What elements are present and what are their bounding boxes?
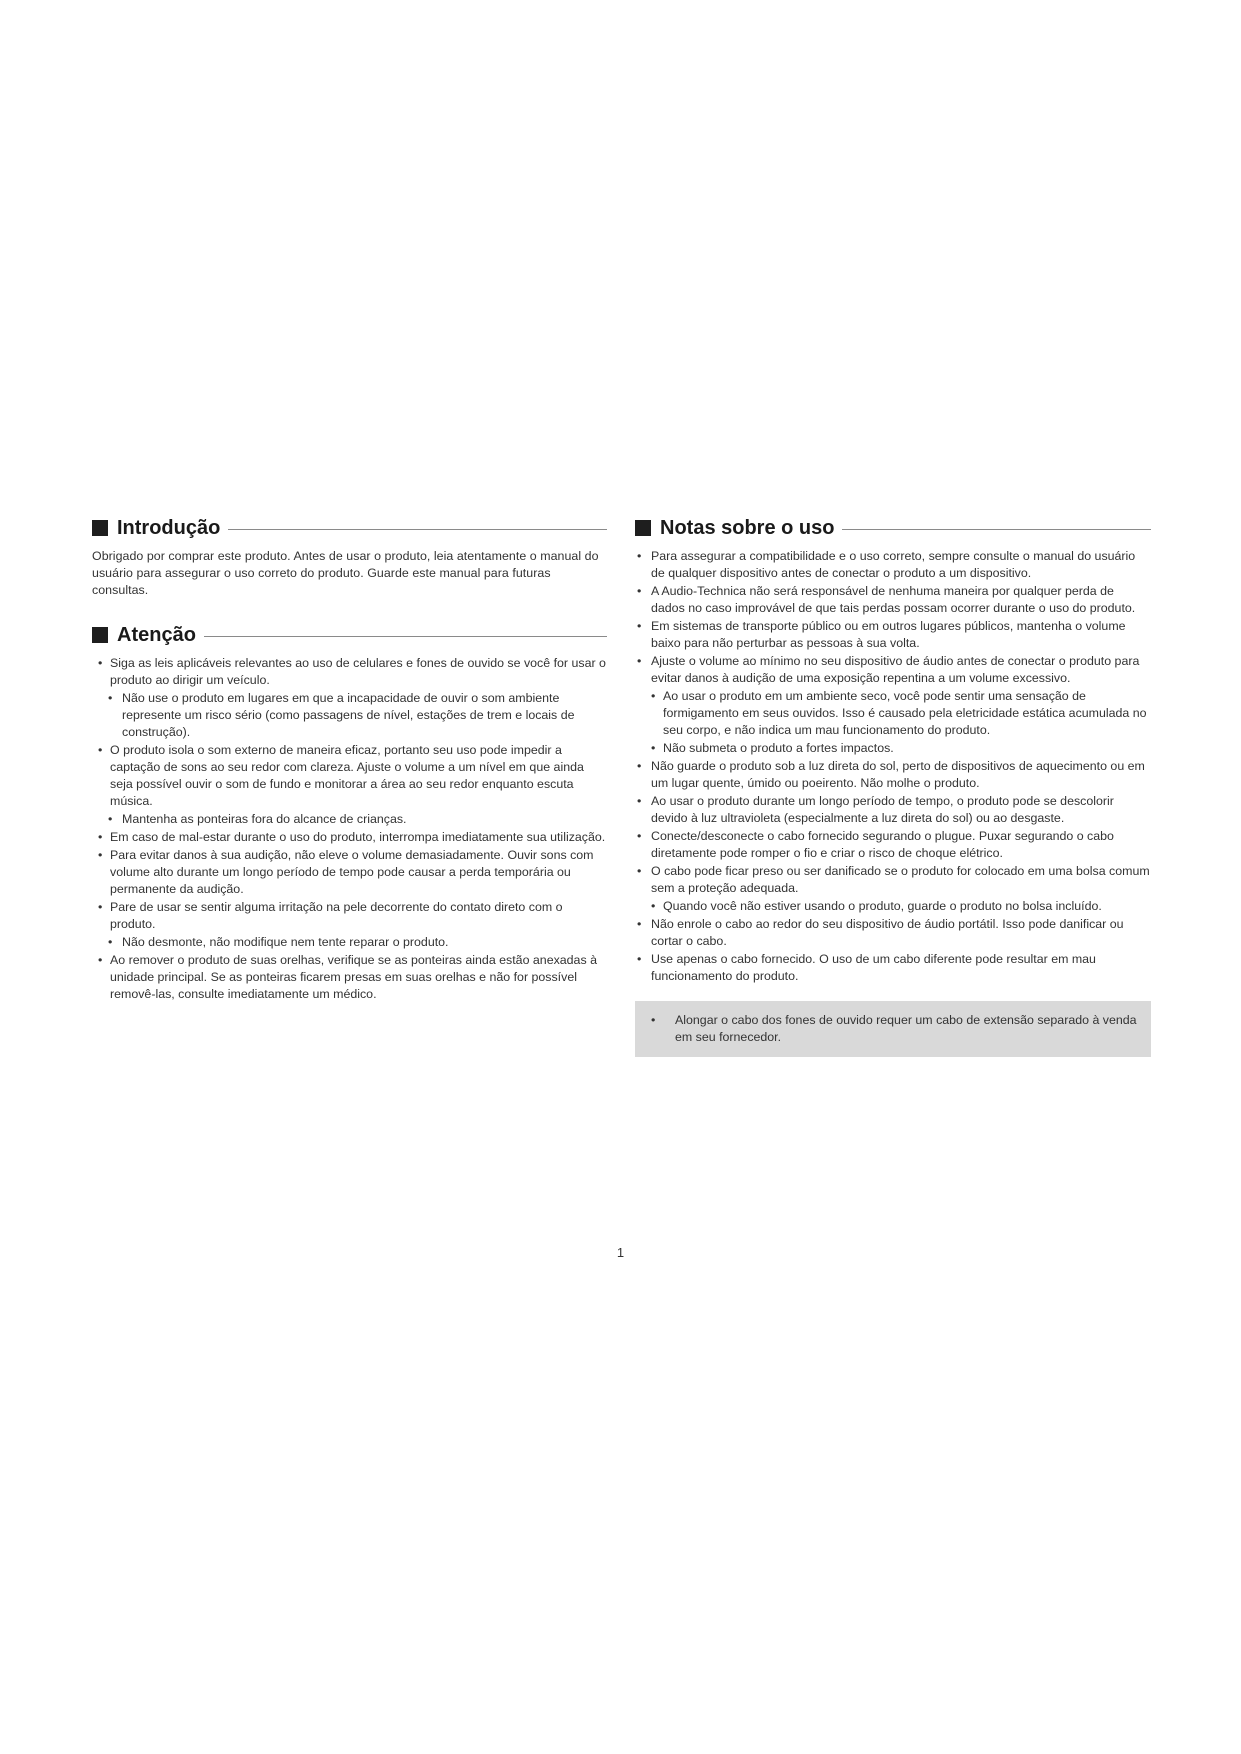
list-item: • Conecte/desconecte o cabo fornecido segurando o plugue. Puxar segurando o cabo diretamente pode romper o fio e criar o risco de choque elétrico. bbox=[637, 829, 1114, 860]
right-column bbox=[635, 514, 1151, 1057]
usage-notes-list bbox=[635, 548, 1151, 985]
heading-divider bbox=[228, 529, 607, 530]
list-item: • Quando você não estiver usando o produto, guarde o produto no bolsa incluído. bbox=[651, 899, 1102, 913]
list-item: • Ao usar o produto em um ambiente seco, você pode sentir uma sensação de formigamento em seus ouvidos. Isso é causado pela eletricidade estática acumulada no seu corpo, e não indica um mau funcionamento do produto. bbox=[651, 689, 1147, 737]
left-column bbox=[92, 514, 607, 1004]
list-item: • Siga as leis aplicáveis relevantes ao uso de celulares e fones de ouvido se você for usar o produto ao dirigir um veículo. bbox=[98, 656, 606, 687]
page-number: 1 bbox=[616, 1245, 625, 1260]
heading-square-icon bbox=[635, 520, 651, 536]
list-item: • Use apenas o cabo fornecido. O uso de um cabo diferente pode resultar em mau funcionamento do produto. bbox=[637, 952, 1096, 983]
attention-heading bbox=[92, 621, 607, 649]
list-item: • Ajuste o volume ao mínimo no seu dispositivo de áudio antes de conectar o produto para evitar danos à audição de uma exposição repentina a um volume excessivo. bbox=[637, 654, 1140, 685]
intro-body: Obrigado por comprar este produto. Antes de usar o produto, leia atentamente o manual do usuário para assegurar o uso correto do produto. Guarde este manual para futuras consultas. bbox=[92, 549, 599, 597]
list-item: • O produto isola o som externo de maneira eficaz, portanto seu uso pode impedir a captação de sons ao seu redor com clareza. Ajuste o volume a um nível em que ainda seja possível ouvir o som de fundo e monitorar a área ao seu redor enquanto escuta música. bbox=[98, 743, 584, 808]
intro-heading bbox=[92, 514, 607, 542]
list-item: • Não guarde o produto sob a luz direta do sol, perto de dispositivos de aquecimento ou em um lugar quente, úmido ou poeirento. Não molhe o produto. bbox=[637, 759, 1145, 790]
list-item: • O cabo pode ficar preso ou ser danificado se o produto for colocado em uma bolsa comum sem a proteção adequada. bbox=[637, 864, 1150, 895]
heading-divider bbox=[204, 636, 607, 637]
list-item: • Ao remover o produto de suas orelhas, verifique se as ponteiras ainda estão anexadas à unidade principal. Se as ponteiras ficarem presas em suas orelhas e não for possível removê-las, consulte imediatamente um médico. bbox=[98, 953, 597, 1001]
list-item: • Ao usar o produto durante um longo período de tempo, o produto pode se descolorir devido à luz ultravioleta (especialmente a luz direta do sol) ou ao desgaste. bbox=[637, 794, 1114, 825]
list-item: • Mantenha as ponteiras fora do alcance de crianças. bbox=[108, 812, 407, 826]
heading-divider bbox=[842, 529, 1151, 530]
attention-title: Atenção bbox=[117, 623, 196, 646]
list-item: • Para evitar danos à sua audição, não eleve o volume demasiadamente. Ouvir sons com volume alto durante um longo período de tempo pode causar a perda temporária ou permanente da audição. bbox=[98, 848, 594, 896]
list-item: • Não desmonte, não modifique nem tente reparar o produto. bbox=[108, 935, 449, 949]
list-item: • Não submeta o produto a fortes impactos. bbox=[651, 741, 894, 755]
list-item: • Em caso de mal-estar durante o uso do produto, interrompa imediatamente sua utilização. bbox=[98, 830, 606, 844]
list-item: • Não use o produto em lugares em que a incapacidade de ouvir o som ambiente represente um risco sério (como passagens de nível, estações de trem e locais de construção). bbox=[108, 691, 575, 739]
heading-square-icon bbox=[92, 520, 108, 536]
list-item: • Em sistemas de transporte público ou em outros lugares públicos, mantenha o volume baixo para não perturbar as pessoas à sua volta. bbox=[637, 619, 1126, 650]
callout-box bbox=[635, 1001, 1151, 1057]
attention-list bbox=[92, 655, 607, 1003]
heading-square-icon bbox=[92, 627, 108, 643]
list-item: • Não enrole o cabo ao redor do seu dispositivo de áudio portátil. Isso pode danificar ou cortar o cabo. bbox=[637, 917, 1124, 948]
usage-notes-heading bbox=[635, 514, 1151, 542]
intro-title: Introdução bbox=[117, 516, 221, 539]
list-item: • A Audio-Technica não será responsável de nenhuma maneira por qualquer perda de dados no caso improvável de que tais perdas possam ocorrer durante o uso do produto. bbox=[637, 584, 1136, 615]
callout-item: • Alongar o cabo dos fones de ouvido requer um cabo de extensão separado à venda em seu fornecedor. bbox=[651, 1013, 1137, 1044]
list-item: • Pare de usar se sentir alguma irritação na pele decorrente do contato direto com o produto. bbox=[98, 900, 563, 931]
list-item: • Para assegurar a compatibilidade e o uso correto, sempre consulte o manual do usuário de qualquer dispositivo antes de conectar o produto a um dispositivo. bbox=[637, 549, 1136, 580]
usage-notes-title: Notas sobre o uso bbox=[660, 516, 835, 539]
